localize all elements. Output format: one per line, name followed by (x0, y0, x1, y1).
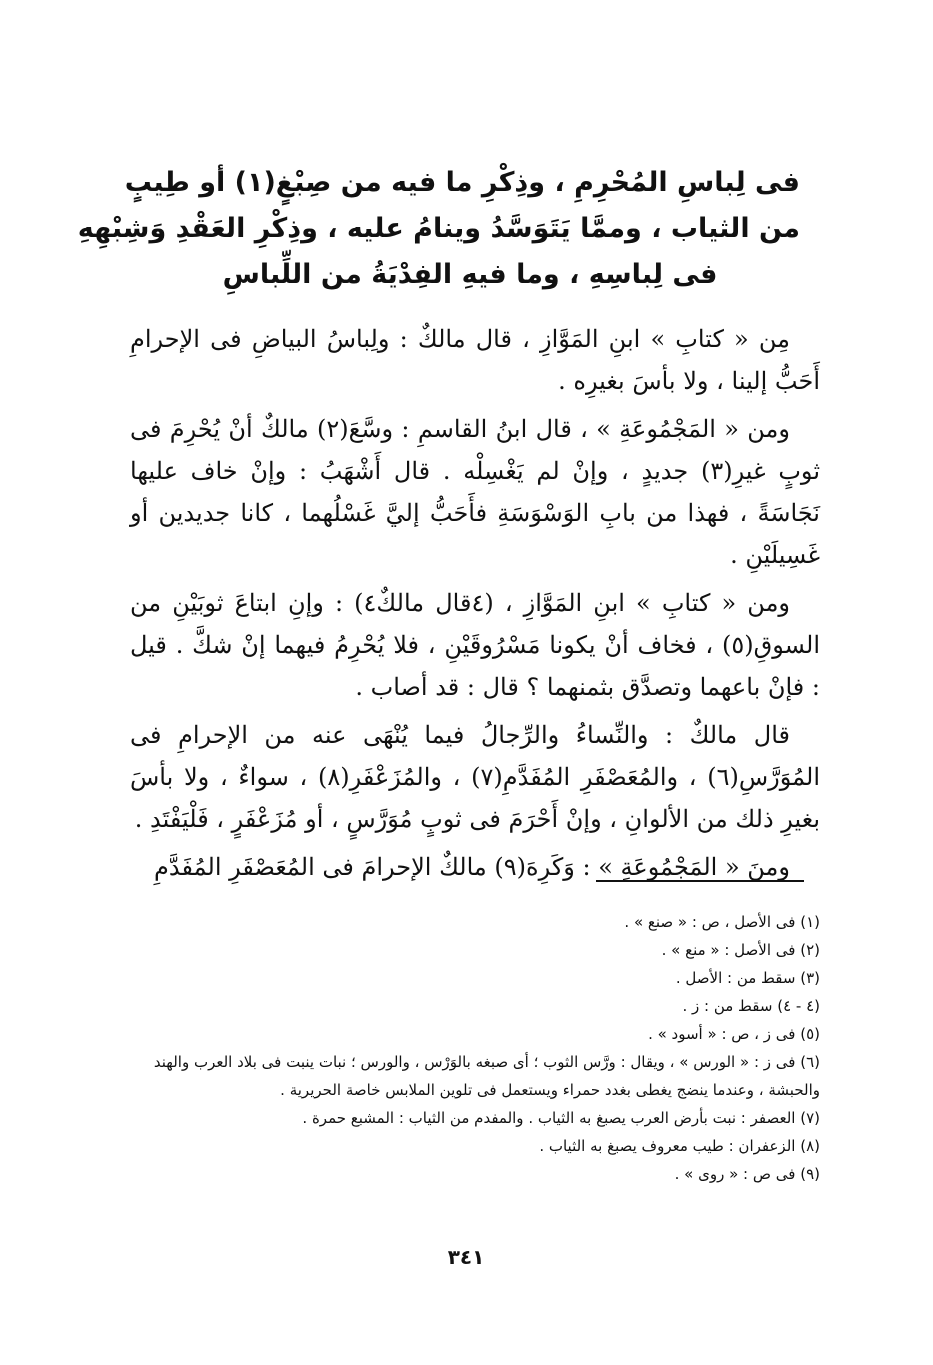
footnote: (٦) فى ز : « الورس » ، ويقال : ورَّس الثوب ؛ أى صبغه بالوَرْس ، والورس ؛ نبات ينبت فى بلاد العرب والهند والحبشة ، وعندما ينضج يغطى بغدد حمراء ويستعمل فى تلوين الملابس خاصة الحريرية . (153, 1053, 820, 1099)
footnote-divider (596, 880, 804, 882)
footnotes (130, 908, 820, 1188)
paragraph: مِن « كتابِ » ابنِ المَوَّازِ ، قال مالكٌ : ولِباسُ البياضِ فى الإحرامِ أَحَبُّ إلينا ، ولا بأسَ بغيرِه . (130, 325, 820, 395)
paragraph: ومن « المَجْمُوعَةِ » ، قال ابنُ القاسمِ : وسَّعَ(٢) مالكٌ أنْ يُحْرِمَ فى ثوبٍ غيرِ(٣) جديدٍ ، وإنْ لم يَغْسِلْه . قال أَشْهَبُ : وإنْ خاف عليها نَجَاسَةً ، فهذا من بابِ الوَسْوَسَةِ فأَحَبُّ إليَّ غَسْلُهما ، كانا جديدين أو غَسِيلَيْنِ . (130, 415, 820, 569)
footnote: (٤ - ٤) سقط من : ز . (682, 997, 820, 1015)
footnote: (٩) فى ص : « روى » . (674, 1165, 820, 1183)
footnote: (٣) سقط من : الأصل . (675, 969, 820, 987)
footnote: (٢) فى الأصل : « منع » . (661, 941, 820, 959)
footnote: (٥) فى ز ، ص : « أسود » . (648, 1025, 820, 1043)
paragraph: ومن « كتابِ » ابنِ المَوَّازِ ، (٤قال مالكٌ٤) : وإنِ ابتاعَ ثوبَيْنِ من السوقِ(٥) ، فخاف أنْ يكونا مَسْرُوقَيْنِ ، فلا يُحْرِمُ فيهما إنْ شكَّ . قيل : فإنْ باعهما وتصدَّق بثمنهما ؟ قال : قد أصاب . (130, 589, 820, 701)
footnote: (٧) العصفر : نبت بأرض العرب يصبغ به الثياب . والمفدم من الثياب : المشبع حمرة . (302, 1109, 820, 1127)
paragraph: قال مالكٌ : والنِّساءُ والرِّجالُ فيما يُنْهَى عنه من الإحرامِ فى المُوَرَّسِ(٦) ، والمُعَصْفَرِ المُفَدَّمِ(٧) ، والمُزَعْفَرِ(٨) ، سواءٌ ، ولا بأسَ بغيرِ ذلك من الألوانِ ، وإنْ أَحْرَمَ فى ثوبٍ مُوَرَّسٍ ، أو مُزَعْفَرٍ ، فَلْيَفْتَدِ . (130, 721, 820, 833)
heading-line: من الثياب ، وممَّا يَتَوَسَّدُ وينامُ عليه ، وذِكْرِ العَقْدِ وَشِبْهِهِ (77, 213, 800, 244)
main-text (130, 318, 820, 894)
chapter-heading (77, 160, 800, 298)
heading-line: فى لِباسِ المُحْرِمِ ، وذِكْرِ ما فيه من صِبْغٍ(١) أو طِيبٍ (124, 167, 800, 198)
page-number: ٣٤١ (447, 1245, 485, 1269)
footnote: (٨) الزعفران : طيب معروف يصبغ به الثياب . (539, 1137, 820, 1155)
heading-line: فى لِباسِهِ ، وما فيهِ الفِدْيَةُ من اللِّباسِ (222, 259, 718, 290)
footnote: (١) فى الأصل ، ص : « صنع » . (624, 913, 820, 931)
paragraph: ومنَ « المَجْمُوعَةِ » : وَكَرِهَ(٩) مالكٌ الإحرامَ فى المُعَصْفَرِ المُفَدَّمِ (154, 853, 790, 881)
